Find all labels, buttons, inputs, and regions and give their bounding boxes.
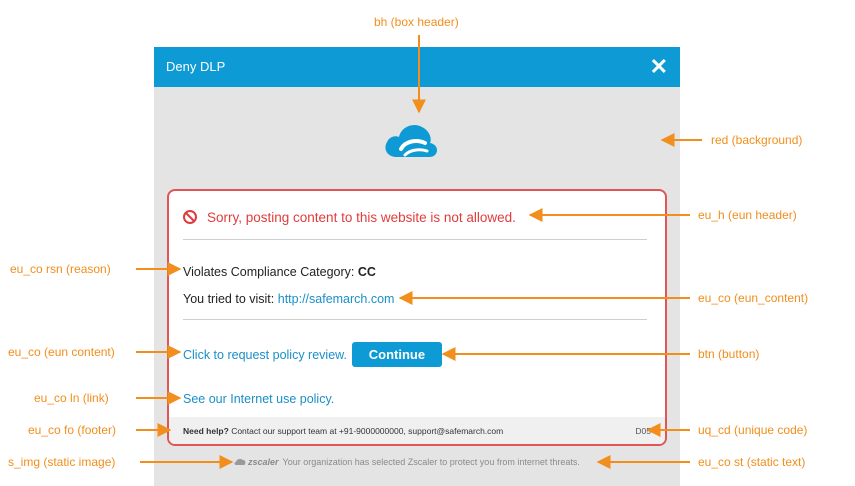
annotation-eu-h: eu_h (eun header) [698,208,797,222]
dialog-title: Deny DLP [166,59,226,74]
annotation-eu-co-fo: eu_co fo (footer) [28,423,117,437]
footer-contact: Contact our support team at +91-9000000000, support@safemarch.com [231,426,504,436]
reason-prefix: Violates Compliance Category: [183,265,355,279]
unique-code: D05 [635,426,651,436]
annotation-eu-co-content-2: eu_co (eun content) [8,345,115,359]
footer-help-label: Need help? [183,426,229,436]
internet-policy-link[interactable]: See our Internet use policy. [183,392,335,406]
annotation-eu-co-content: eu_co (eun_content) [698,291,809,305]
close-icon[interactable]: ✕ [649,54,668,79]
annotation-eu-co-ln: eu_co ln (link) [34,391,109,405]
eun-header-text: Sorry, posting content to this website is not allowed. [207,210,516,225]
policy-review-link[interactable]: Click to request policy review. [183,347,347,362]
static-text: Your organization has selected Zscaler to protect you from internet threats. [282,457,580,467]
visit-prefix: You tried to visit: [183,292,275,306]
annotation-eu-co-st: eu_co st (static text) [698,455,806,469]
annotation-uq-cd: uq_cd (unique code) [698,423,808,437]
zscaler-logo-text: zscaler [248,457,279,467]
annotation-btn: btn (button) [698,347,760,361]
annotation-s-img: s_img (static image) [8,455,116,469]
visited-url-link[interactable]: http://safemarch.com [277,292,395,306]
reason-value: CC [357,265,376,279]
annotation-bh: bh (box header) [374,15,459,29]
continue-button[interactable]: Continue [352,342,442,367]
annotation-red: red (background) [711,133,803,147]
annotation-eu-co-rsn: eu_co rsn (reason) [10,262,111,276]
